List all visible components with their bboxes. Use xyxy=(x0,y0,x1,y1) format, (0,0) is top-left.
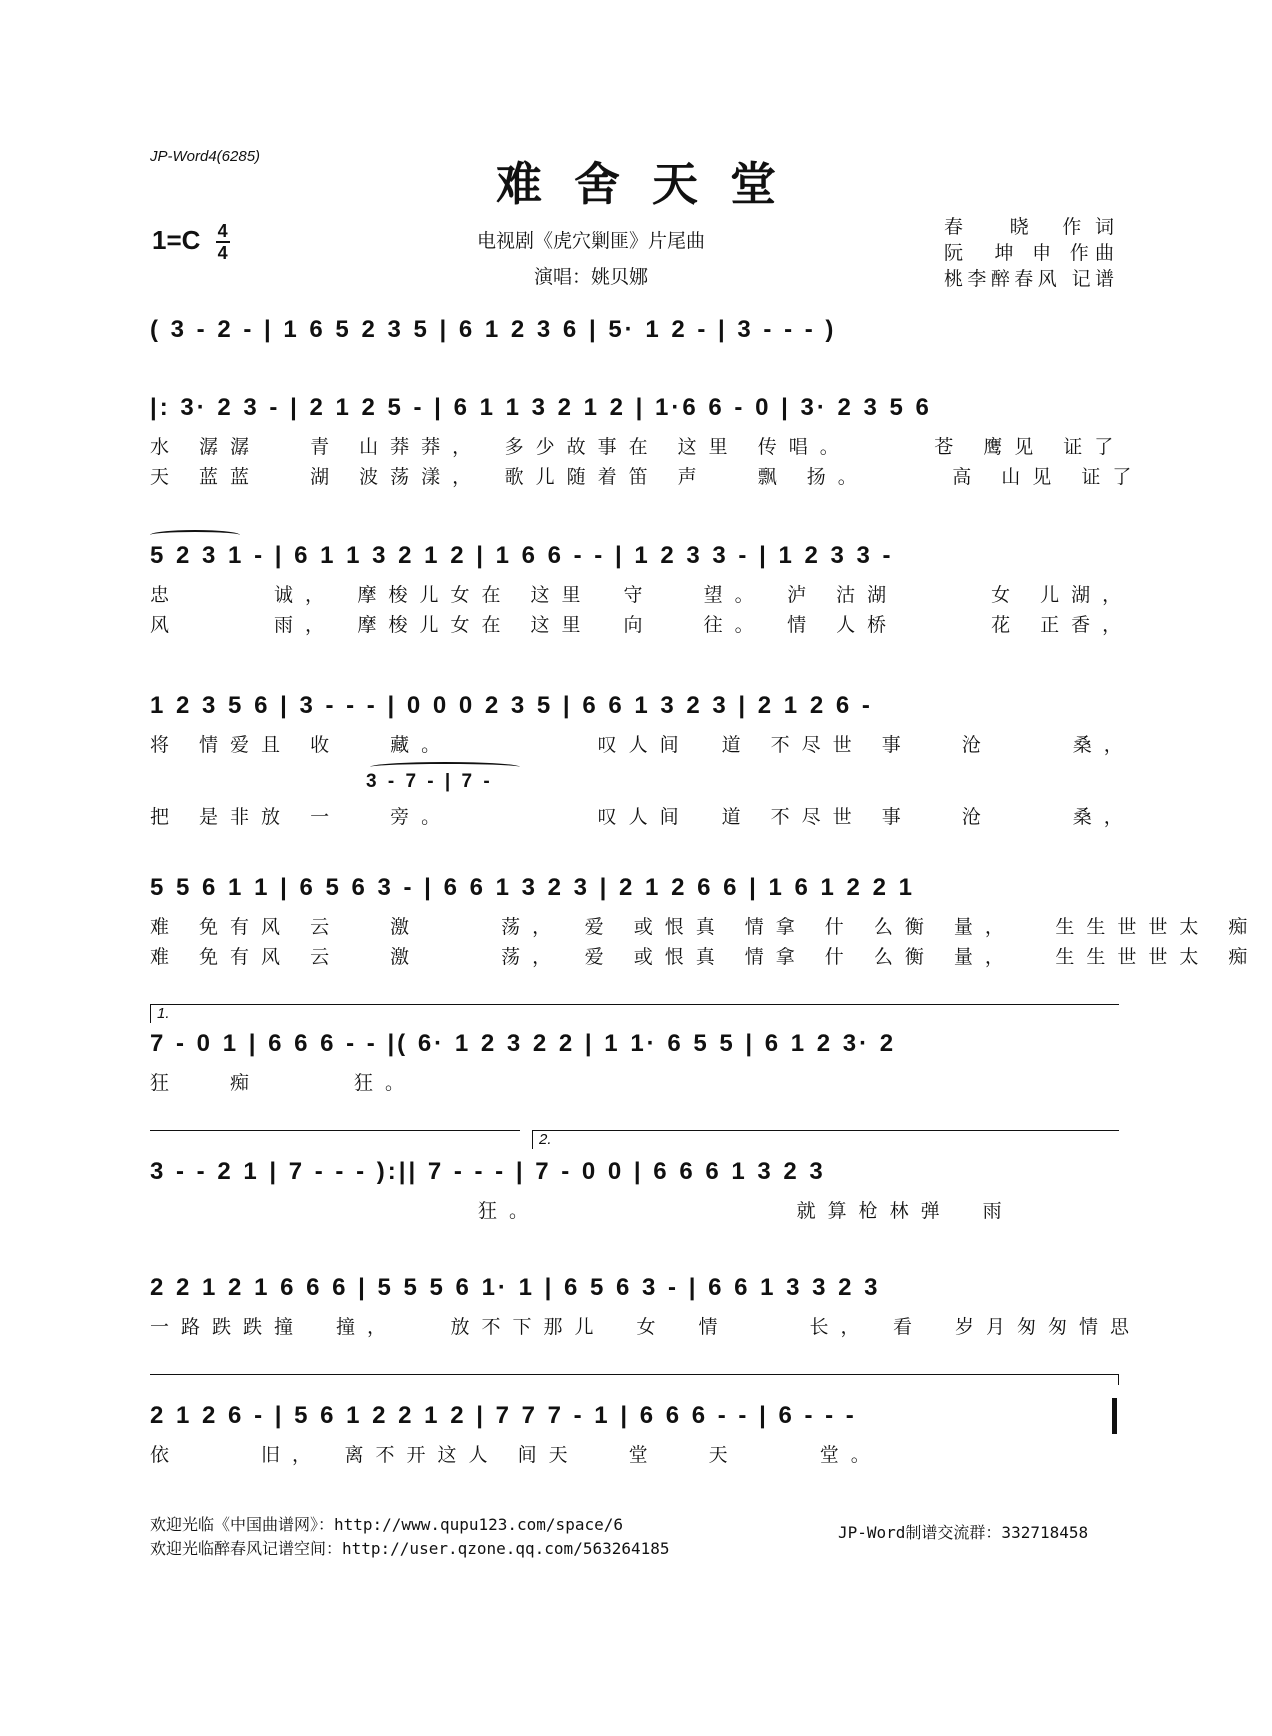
first-ending-continuation xyxy=(150,1130,520,1149)
lyricist-credit: 春 晓 作词 xyxy=(944,216,1114,238)
lyric-line: 忠 诚， 摩梭儿女在 这里 守 望。 泸 沽湖 女 儿湖， xyxy=(150,584,1134,606)
lyric-line: 狂。 就算枪林弹 雨 xyxy=(150,1200,1014,1222)
score-row-9 xyxy=(150,1396,1118,1436)
notes-line: 3 - 7 - | 7 - xyxy=(366,771,493,792)
time-top: 4 xyxy=(217,221,228,241)
singer: 演唱：姚贝娜 xyxy=(533,266,648,288)
notes-line: ( 3 - 2 - | 1 6 5 2 3 5 | 6 1 2 3 6 | 5· 1 2 - | 3 - - - ) xyxy=(150,316,837,343)
transcriber-credit: 桃李醉春风 记谱 xyxy=(944,268,1114,290)
lyric-line: 天 蓝蓝 湖 波荡漾， 歌儿随着笛 声 飘 扬。 高 山见 证了 xyxy=(150,466,1144,488)
final-barline xyxy=(1112,1398,1117,1434)
score-row-alternate xyxy=(366,766,566,798)
song-title: 难舍天堂 xyxy=(496,157,808,211)
lyric-line: 风 雨， 摩梭儿女在 这里 向 往。 情 人桥 花 正香， xyxy=(150,614,1134,636)
time-bottom: 4 xyxy=(217,243,228,263)
software-label: JP-Word4(6285) xyxy=(150,148,261,165)
composer-credit: 阮 坤 申 作曲 xyxy=(944,242,1114,264)
lyric-line: 难 免有风 云 激 荡， 爱 或恨真 情拿 什 么衡 量， 生生世世太 痴 xyxy=(150,946,1260,968)
first-ending-label: 1. xyxy=(157,1005,170,1022)
notes-line: |: 3· 2 3 - | 2 1 2 5 - | 6 1 1 3 2 1 2 | 1·6 6 - 0 | 3· 2 3 5 6 xyxy=(150,394,932,421)
notes-line: 1 2 3 5 6 | 3 - - - | 0 0 0 2 3 5 | 6 6 1 3 2 3 | 2 1 2 6 - xyxy=(150,692,873,719)
score-row-5 xyxy=(150,868,1118,908)
footer-qzone: 欢迎光临醉春风记谱空间：http://user.qzone.qq.com/563264185 xyxy=(150,1539,670,1558)
score-row-3 xyxy=(150,686,1118,726)
first-ending-bracket xyxy=(150,1004,1119,1023)
score-row-6 xyxy=(150,1024,1118,1064)
notes-line: 7 - 0 1 | 6 6 6 - - |( 6· 1 2 3 2 2 | 1 1· 6 5 5 | 6 1 2 3· 2 xyxy=(150,1030,897,1057)
score-row-intro xyxy=(150,310,1118,350)
lyric-line: 一路跌跌撞 撞， 放不下那儿 女 情 长， 看 岁月匆匆情思 xyxy=(150,1316,1142,1338)
notes-line: 2 1 2 6 - | 5 6 1 2 2 1 2 | 7 7 7 - 1 | 6 6 6 - - | 6 - - - xyxy=(150,1402,857,1429)
notes-line: 5 5 6 1 1 | 6 5 6 3 - | 6 6 1 3 2 3 | 2 1 2 6 6 | 1 6 1 2 2 1 xyxy=(150,874,915,901)
subtitle: 电视剧《虎穴剿匪》片尾曲 xyxy=(476,230,705,252)
key-label: 1=C xyxy=(152,224,201,255)
score-row-8 xyxy=(150,1268,1118,1308)
lyric-line: 水 潺潺 青 山莽莽， 多少故事在 这里 传唱。 苍 鹰见 证了 xyxy=(150,436,1126,458)
notes-line: 3 - - 2 1 | 7 - - - ):|| 7 - - - | 7 - 0 0 | 6 6 6 1 3 2 3 xyxy=(150,1158,826,1185)
lyric-line: 依 旧， 离不开这人 间天 堂 天 堂。 xyxy=(150,1444,882,1466)
footer-website: 欢迎光临《中国曲谱网》：http://www.qupu123.com/space/6 xyxy=(150,1515,623,1534)
coda-bracket xyxy=(150,1374,1119,1385)
second-ending-label: 2. xyxy=(539,1131,552,1148)
lyric-line: 把 是非放 一 旁。 叹人间 道 不尽世 事 沧 桑， xyxy=(150,806,1135,828)
footer-group: JP-Word制谱交流群：332718458 xyxy=(838,1523,1089,1542)
lyric-line: 难 免有风 云 激 荡， 爱 或恨真 情拿 什 么衡 量， 生生世世太 痴 xyxy=(150,916,1260,938)
lyric-line: 狂 痴 狂。 xyxy=(150,1072,417,1094)
score-row-1 xyxy=(150,388,1118,428)
score-row-7 xyxy=(150,1152,1118,1192)
notes-line: 2 2 1 2 1 6 6 6 | 5 5 5 6 1· 1 | 6 5 6 3 - | 6 6 1 3 3 2 3 xyxy=(150,1274,881,1301)
second-ending-bracket xyxy=(532,1130,1119,1149)
score-row-2 xyxy=(150,536,1118,576)
notes-line: 5 2 3 1 - | 6 1 1 3 2 1 2 | 1 6 6 - - | 1 2 3 3 - | 1 2 3 3 - xyxy=(150,542,894,569)
lyric-line: 将 情爱且 收 藏。 叹人间 道 不尽世 事 沧 桑， xyxy=(150,734,1135,756)
